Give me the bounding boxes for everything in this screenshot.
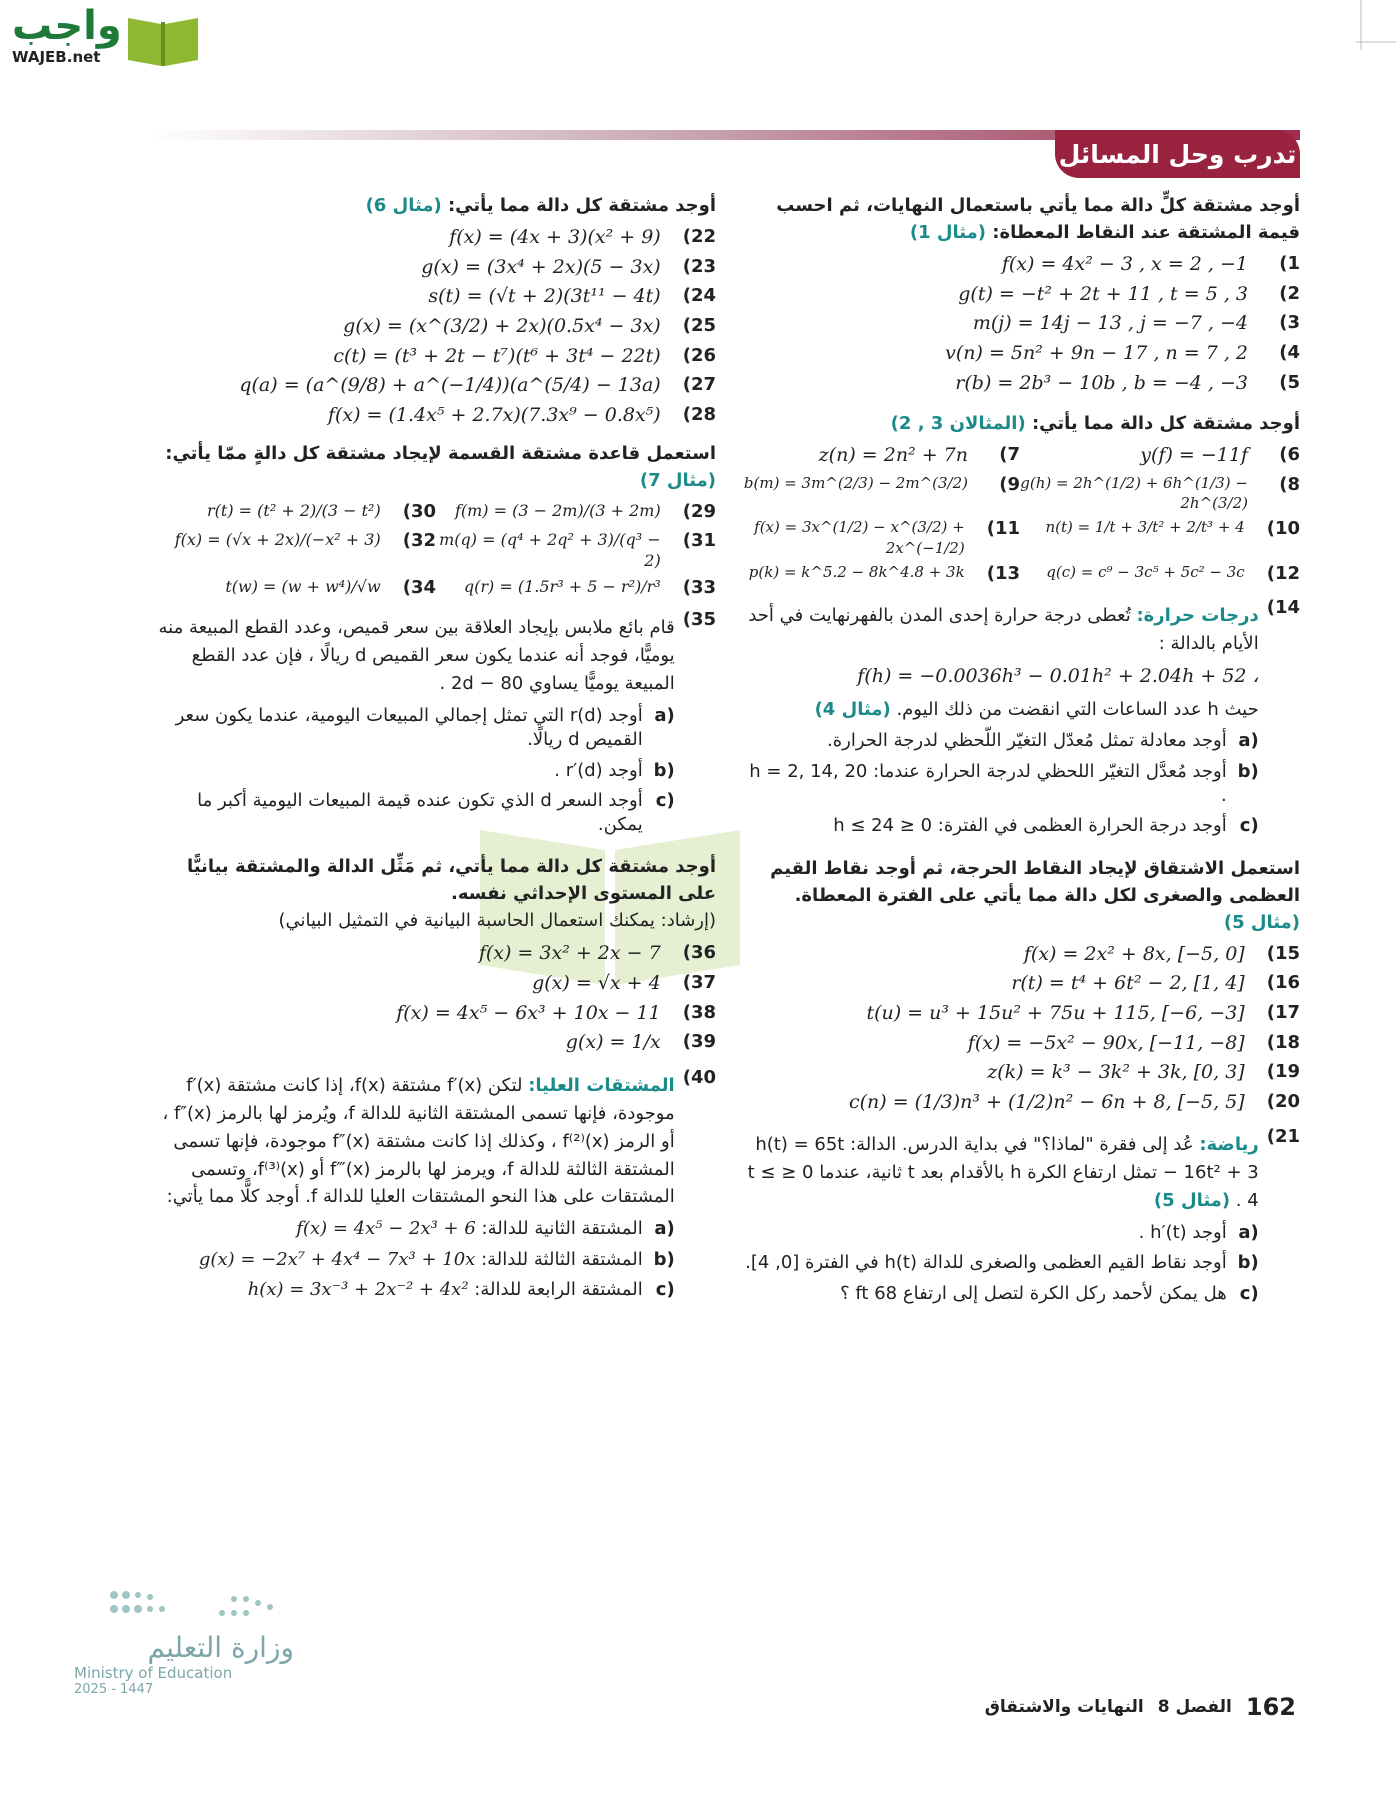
problem-18: 18) f(x) = −5x² − 90x, [−11, −8] bbox=[967, 1031, 1300, 1054]
problem-16: 16) r(t) = t⁴ + 6t² − 2, [1, 4] bbox=[1011, 972, 1300, 995]
temperature-equation: f(h) = −0.0036h³ − 0.01h² + 2.04h + 52 ، bbox=[857, 664, 1259, 687]
problem-pair: 10) n(t) = 1/t + 3/t² + 2/t³ + 4 11) f(x) = 3x^(1/2) − x^(3/2) + 2x^(−1/2) bbox=[754, 518, 1300, 557]
part-c: c) هل يمكن لأحمد ركل الكرة لتصل إلى ارتفاع 68 ft ؟ bbox=[840, 1282, 1259, 1304]
chapter-title: النهايات والاشتقاق bbox=[984, 1697, 1144, 1717]
example-ref: (المثالان 3 , 2) bbox=[890, 413, 1026, 435]
part-b: b) المشتقة الثالثة للدالة: g(x) = −2x⁷ + 4x⁴ − 7x³ + 10x bbox=[198, 1248, 675, 1270]
ministry-logo bbox=[74, 1585, 294, 1697]
problem-2: 2) g(t) = −t² + 2t + 11 , t = 5 , 3 bbox=[958, 282, 1300, 305]
left-column bbox=[156, 192, 716, 1312]
part-a: a) أوجد h′(t) . bbox=[1138, 1222, 1259, 1244]
part-b: b) أوجد مُعدَّل التغيّر اللحظي لدرجة الحرارة عندما: h = 2, 14, 20 . bbox=[749, 760, 1259, 807]
brand-name: واجب bbox=[12, 3, 122, 49]
right-column bbox=[740, 192, 1300, 1316]
instructions-1: أوجد مشتقة كلٍّ دالة مما يأتي باستعمال النهايات، ثم احسب قيمة المشتقة عند النقاط المعطاة: (مثال 1) bbox=[776, 195, 1300, 243]
problem-5: 5) r(b) = 2b³ − 10b , b = −4 , −3 bbox=[955, 371, 1300, 394]
ministry-name-en: Ministry of Education bbox=[74, 1664, 233, 1682]
problem-15: 15) f(x) = 2x² + 8x, [−5, 0] bbox=[1023, 942, 1300, 965]
ministry-name-ar: وزارة التعليم bbox=[147, 1631, 294, 1664]
problem-38: 38) f(x) = 4x⁵ − 6x³ + 10x − 11 bbox=[396, 1001, 716, 1024]
example-ref: (مثال 7) bbox=[639, 470, 716, 492]
problem-28: 28) f(x) = (1.4x⁵ + 2.7x)(7.3x⁹ − 0.8x⁵) bbox=[327, 403, 716, 426]
problem-pair: 8) g(h) = 2h^(1/2) + 6h^(1/3) − 2h^(3/2) 9) b(m) = 3m^(2/3) − 2m^(3/2) bbox=[743, 473, 1300, 513]
problem-17: 17) t(u) = u³ + 15u² + 75u + 115, [−6, −3] bbox=[866, 1001, 1300, 1024]
part-b: b) أوجد r′(d) . bbox=[554, 759, 675, 781]
problem-pair: 31) m(q) = (q⁴ + 2q² + 3)/(q³ − 2) 32) f(x) = (√x + 2x)/(−x² + 3) bbox=[174, 529, 716, 571]
problem-1: 1) f(x) = 4x² − 3 , x = 2 , −1 bbox=[1001, 253, 1300, 275]
instructions-4: أوجد مشتقة كل دالة مما يأتي: (مثال 6) bbox=[365, 195, 716, 216]
problem-37: 37) g(x) = √x + 4 bbox=[532, 971, 716, 994]
instructions-6: أوجد مشتقة كل دالة مما يأتي، ثم مَثِّل الدالة والمشتقة بيانيًّا على المستوى الإحداثي نفسه. bbox=[186, 856, 716, 905]
problem-21: 21) رياضة: عُد إلى فقرة "لماذا؟" في بداية الدرس. الدالة: h(t) = 65t − 16t² + 3 تمثل ارتفاع الكرة h بالأقدام بعد t ثانية، عندما 0 ≤ t ≤ 4 . (مثال 5) a) أوجد h′(t) . b) أوجد نقاط القيم العظمى والصغرى للدالة h(t) في الفترة [0, 4]. c) هل يمكن لأحمد ركل الكرة لتصل إلى ارتفاع 68 ft ؟ bbox=[740, 1125, 1300, 1312]
problem-24: 24) s(t) = (√t + 2)(3t¹¹ − 4t) bbox=[428, 285, 716, 308]
problems-29-34 bbox=[156, 500, 716, 600]
problem-39: 39) g(x) = 1/x bbox=[565, 1031, 716, 1054]
brand-logo bbox=[12, 4, 192, 68]
page-footer bbox=[985, 1693, 1296, 1721]
problem-title: درجات حرارة: bbox=[1136, 605, 1259, 627]
problem-4: 4) v(n) = 5n² + 9n − 17 , n = 7 , 2 bbox=[945, 341, 1300, 364]
book-logo-icon bbox=[124, 10, 202, 68]
problem-pair: 6) y(f) = −11f 7) z(n) = 2n² + 7n bbox=[818, 444, 1300, 467]
section-title: تدرب وحل المسائل bbox=[1055, 130, 1300, 178]
problem-pair: 12) q(c) = c⁹ − 3c⁵ + 5c² − 3c 13) p(k) = k^5.2 − 8k^4.8 + 3k bbox=[748, 562, 1300, 584]
problem-27: 27) q(a) = (a^(9/8) + a^(−1/4))(a^(5/4) − 13a) bbox=[239, 374, 716, 397]
page-number: 162 bbox=[1245, 1693, 1296, 1721]
ministry-dots-icon bbox=[104, 1585, 294, 1625]
problem-14: 14) درجات حرارة: تُعطى درجة حرارة إحدى المدن بالفهرنهايت في أحد الأيام بالدالة : f(h) = −0.0036h³ − 0.01h² + 2.04h + 52 ، حيث h عدد الساعات التي انقضت من ذلك اليوم. (مثال 4) a) أوجد معادلة تمثل مُعدّل التغيّر اللّحظي لدرجة الحرارة. b) أوجد مُعدَّل التغيّر اللحظي لدرجة الحرارة عندما: h = 2, 14, 20 . c) أوجد درجة الحرارة العظمى في الفترة: 0 ≤ h ≤ 24 bbox=[740, 596, 1300, 845]
problem-40: 40) المشتقات العليا: لتكن f′(x) مشتقة f(x)، إذا كانت مشتقة f′(x) موجودة، فإنها تسمى المشتقة الثانية للدالة f، ويُرمز لها بالرمز f″(x) ، أو الرمز f⁽²⁾(x) ، وكذلك إذا كانت مشتقة f″(x) موجودة، فإنها تسمى المشتقة الثالثة للدالة f، ويرمز لها بالرمز f‴(x) أو f⁽³⁾(x)، وتسمى المشتقات على هذا النحو المشتقات العليا للدالة f. أوجد كلًّا مما يأتي: a) المشتقة الثانية للدالة: f(x) = 4x⁵ − 2x³ + 6 b) المشتقة الثالثة للدالة: g(x) = −2x⁷ + 4x⁴ − 7x³ + 10x c) المشتقة الرابعة للدالة: h(x) = 3x⁻³ + 2x⁻² + 4x² bbox=[156, 1066, 716, 1308]
problem-25: 25) g(x) = (x^(3/2) + 2x)(0.5x⁴ − 3x) bbox=[343, 314, 716, 337]
problems-1-5 bbox=[740, 252, 1300, 396]
part-a: a) أوجد r(d) التي تمثل إجمالي المبيعات اليومية، عندما يكون سعر القميص d ريالًا. bbox=[175, 704, 675, 751]
part-a: a) المشتقة الثانية للدالة: f(x) = 4x⁵ − 2x³ + 6 bbox=[296, 1218, 675, 1240]
instructions-5: استعمل قاعدة مشتقة القسمة لإيجاد مشتقة كل دالةٍ ممّا يأتي: (مثال 7) bbox=[165, 443, 716, 492]
brand-site: WAJEB.net bbox=[12, 48, 101, 66]
problem-36: 36) f(x) = 3x² + 2x − 7 bbox=[478, 942, 716, 965]
problems-22-28 bbox=[156, 225, 716, 428]
instructions-2: أوجد مشتقة كل دالة مما يأتي: (المثالان 3 , 2) bbox=[890, 413, 1300, 435]
part-c: c) أوجد السعر d الذي تكون عنده قيمة المبيعات اليومية أكبر ما يمكن. bbox=[197, 789, 675, 836]
part-b: b) أوجد نقاط القيم العظمى والصغرى للدالة h(t) في الفترة [0, 4]. bbox=[745, 1252, 1259, 1274]
problem-3: 3) m(j) = 14j − 13 , j = −7 , −4 bbox=[972, 312, 1300, 335]
problem-23: 23) g(x) = (3x⁴ + 2x)(5 − 3x) bbox=[421, 255, 716, 278]
problem-pair: 29) f(m) = (3 − 2m)/(3 + 2m) 30) r(t) = (t² + 2)/(3 − t²) bbox=[207, 501, 716, 523]
hint: (إرشاد: يمكنك استعمال الحاسبة البيانية في التمثيل البياني) bbox=[278, 910, 716, 932]
part-c: c) أوجد درجة الحرارة العظمى في الفترة: 0 ≤ h ≤ 24 bbox=[833, 815, 1259, 837]
part-a: a) أوجد معادلة تمثل مُعدّل التغيّر اللّحظي لدرجة الحرارة. bbox=[827, 730, 1259, 752]
ministry-year: 2025 - 1447 bbox=[74, 1682, 154, 1697]
part-c: c) المشتقة الرابعة للدالة: h(x) = 3x⁻³ + 2x⁻² + 4x² bbox=[247, 1278, 675, 1300]
example-ref: (مثال 1) bbox=[909, 222, 986, 243]
example-ref: (مثال 5) bbox=[1153, 1190, 1231, 1212]
example-ref: (مثال 6) bbox=[365, 195, 442, 216]
example-ref: (مثال 5) bbox=[1223, 911, 1300, 933]
problem-title: رياضة: bbox=[1199, 1134, 1259, 1156]
example-ref: (مثال 4) bbox=[814, 698, 891, 720]
problems-15-20 bbox=[740, 942, 1300, 1116]
problem-26: 26) c(t) = (t³ + 2t − t⁷)(t⁶ + 3t⁴ − 22t) bbox=[333, 344, 716, 367]
problem-pair: 33) q(r) = (1.5r³ + 5 − r²)/r³ 34) t(w) = (w + w⁴)/√w bbox=[225, 576, 716, 598]
problem-19: 19) z(k) = k³ − 3k² + 3k, [0, 3] bbox=[987, 1061, 1300, 1084]
crop-mark-icon bbox=[1356, 0, 1396, 100]
chapter-number: الفصل 8 bbox=[1157, 1697, 1232, 1717]
problem-title: المشتقات العليا: bbox=[528, 1074, 675, 1096]
problem-35: 35) قام بائع ملابس بإيجاد العلاقة بين سعر قميص، وعدد القطع المبيعة منه يوميًّا، فوجد أنه عندما يكون سعر القميص d ريالًا ، فإن عدد القطع المبيعة يوميًّا يساوي 2d − 80 . a) أوجد r(d) التي تمثل إجمالي المبيعات اليومية، عندما يكون سعر القميص d ريالًا. b) أوجد r′(d) . c) أوجد السعر d الذي تكون عنده قيمة المبيعات اليومية أكبر ما يمكن. bbox=[156, 608, 716, 843]
problem-20: 20) c(n) = (1/3)n³ + (1/2)n² − 6n + 8, [−5, 5] bbox=[848, 1090, 1300, 1113]
problem-22: 22) f(x) = (4x + 3)(x² + 9) bbox=[449, 226, 716, 248]
instructions-3: استعمل الاشتقاق لإيجاد النقاط الحرجة، ثم أوجد نقاط القيم العظمى والصغرى لكل دالة مما يأتي على الفترة المعطاة. (مثال 5) bbox=[770, 857, 1300, 933]
problems-6-13 bbox=[740, 443, 1300, 586]
problems-36-39 bbox=[156, 941, 716, 1056]
